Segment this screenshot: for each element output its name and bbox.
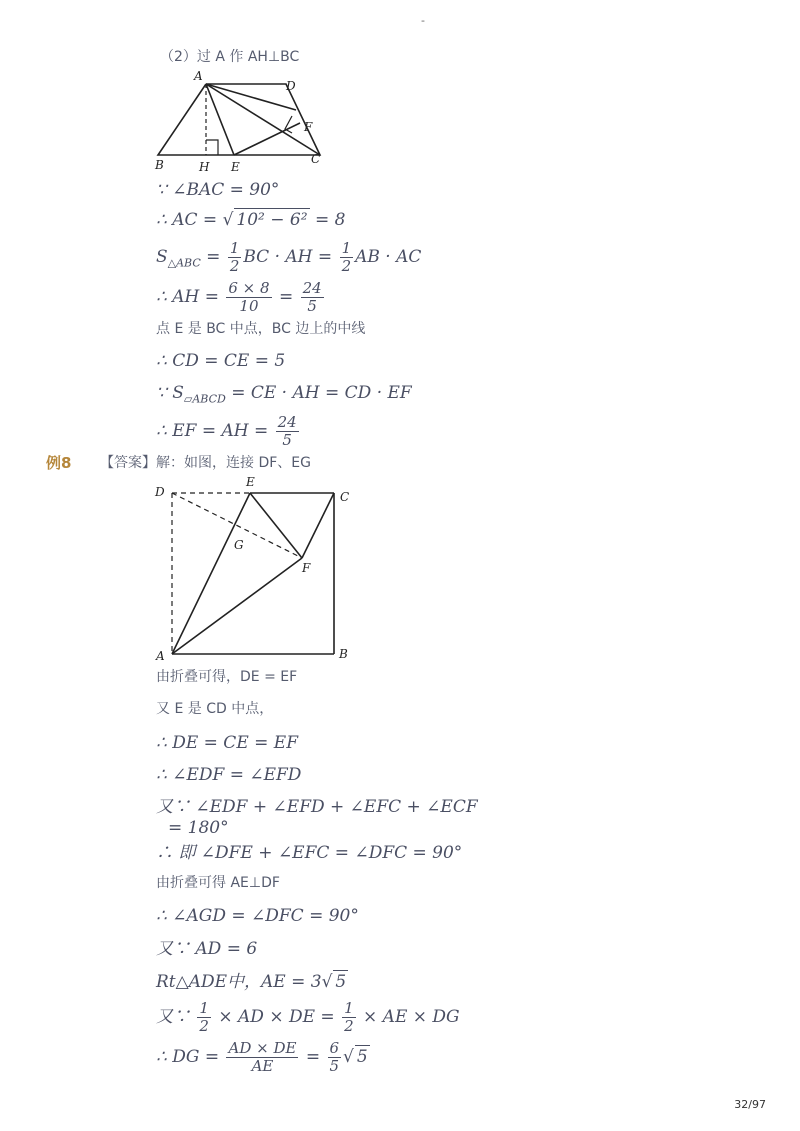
label-c: C <box>340 490 350 504</box>
ex8-line-6: ∴ 即 ∠DFE + ∠EFC = ∠DFC = 90° <box>156 843 463 863</box>
label-h: H <box>199 160 210 174</box>
label-c: C <box>311 152 321 166</box>
ex8-line-1: 由折叠可得，DE = EF <box>156 669 298 685</box>
segment-ef <box>250 493 302 558</box>
label-a: A <box>194 69 203 83</box>
label-g: G <box>234 538 244 552</box>
ex8-line-12: ∴ DG = $\frac{AD \times DE}{AE}$ = $\frac{6}{5}$ √ 5 <box>156 1039 368 1075</box>
p2-line-4: ∴ AH = $\frac{6 \times 8}{10}$ = $\frac{24}{5}$ <box>156 279 322 315</box>
segment-fc <box>302 493 334 558</box>
figure-parallelogram <box>150 68 340 178</box>
label-e: E <box>231 160 240 174</box>
label-f: F <box>302 561 311 575</box>
part2-intro: （2）过 A 作 AH⊥BC <box>160 49 300 65</box>
ex8-line-2: 又 E 是 CD 中点， <box>156 701 274 717</box>
ex8-line-11: 又∵ $\frac{1}{2}$ × AD × DE = $\frac{1}{2}$ × AE × DG <box>156 999 460 1035</box>
figure-square-fold <box>150 474 360 666</box>
ex8-line-5b: = 180° <box>168 818 229 838</box>
label-d: D <box>286 79 296 93</box>
header-mark: - <box>421 14 425 27</box>
segment-ae <box>206 84 234 155</box>
label-f: F <box>304 120 313 134</box>
ex8-line-3: ∴ DE = CE = EF <box>156 733 298 753</box>
parallelogram-outline <box>158 84 320 155</box>
p2-line-5: 点 E 是 BC 中点，BC 边上的中线 <box>156 321 366 337</box>
ex8-line-9: 又∵ AD = 6 <box>156 939 258 959</box>
segment-af <box>172 558 302 654</box>
segment-af <box>206 84 296 110</box>
p2-line-1: ∵ ∠BAC = 90° <box>156 180 280 200</box>
p2-line-3: $S_{\triangle ABC}$ = $\frac{1}{2}$ BC · AH = $\frac{1}{2}$ AB · AC <box>156 239 422 275</box>
p2-line-2: ∴ AC = √ 10² − 6² = 8 <box>156 210 346 230</box>
example-label: 例8 <box>46 454 72 472</box>
answer-heading: 【答案】解：如图，连接 DF、EG <box>100 455 311 471</box>
page-number: 32/97 <box>734 1098 766 1111</box>
p2-line-8: ∴ EF = AH = $\frac{24}{5}$ <box>156 413 297 449</box>
ex8-line-7: 由折叠可得 AE⊥DF <box>156 875 280 891</box>
p2-line-7: ∵ $S_{▱ABCD}$ = CE · AH = CD · EF <box>156 383 412 406</box>
label-b: B <box>155 158 164 172</box>
ex8-line-5a: 又∵ ∠EDF + ∠EFD + ∠EFC + ∠ECF <box>156 797 478 817</box>
segment-ef <box>234 123 300 155</box>
label-d: D <box>155 485 165 499</box>
label-a: A <box>156 649 165 663</box>
label-e: E <box>246 475 255 489</box>
right-angle-h <box>206 140 218 155</box>
label-b: B <box>339 647 348 661</box>
p2-line-6: ∴ CD = CE = 5 <box>156 351 286 371</box>
ex8-line-10: Rt△ADE中，AE = 3√ 5 <box>156 972 347 992</box>
ex8-line-4: ∴ ∠EDF = ∠EFD <box>156 765 302 785</box>
ex8-line-8: ∴ ∠AGD = ∠DFC = 90° <box>156 906 359 926</box>
segment-ae <box>172 493 250 654</box>
